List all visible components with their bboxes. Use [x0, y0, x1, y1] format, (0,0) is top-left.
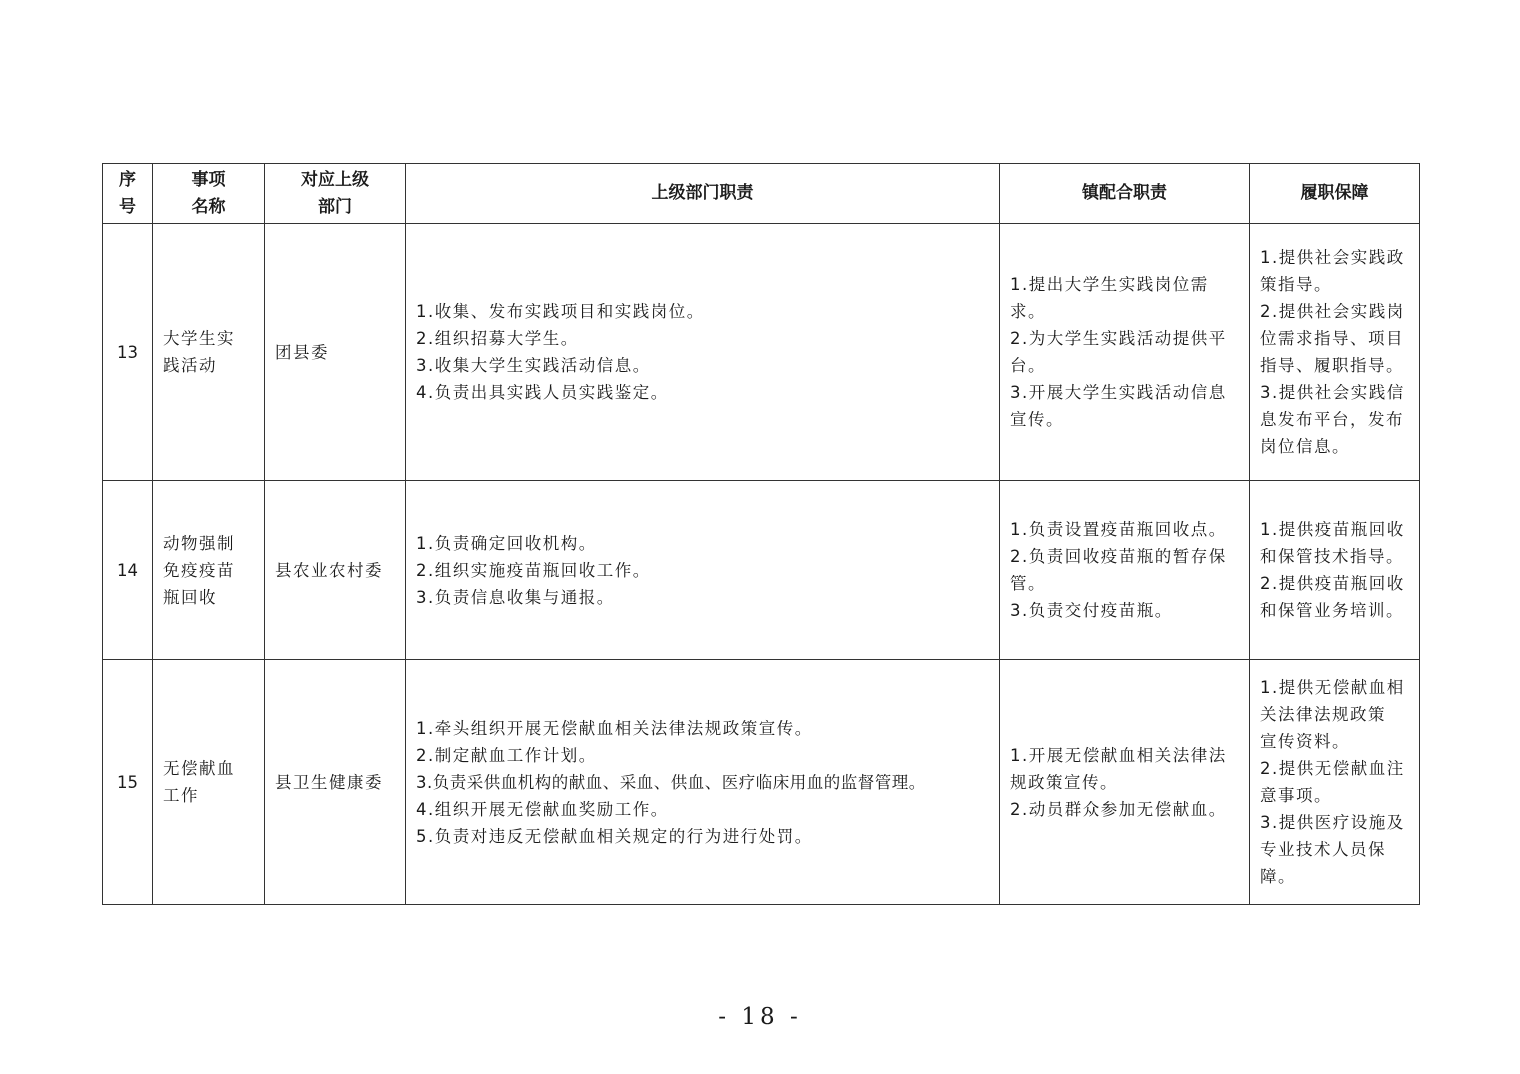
- guarantee-line: 2.提供疫苗瓶回收: [1260, 574, 1405, 593]
- row-guarantee: [1250, 660, 1420, 905]
- upper-duty-line: 4.组织开展无偿献血奖励工作。: [416, 799, 669, 819]
- row-item-line: 工作: [163, 786, 199, 805]
- guarantee-line: 岗位信息。: [1260, 437, 1350, 456]
- guarantee-line: 1.提供社会实践政: [1260, 248, 1405, 267]
- upper-duty-line: 1.收集、发布实践项目和实践岗位。: [416, 302, 705, 321]
- guarantee-line: 障。: [1260, 867, 1296, 886]
- header-item: [153, 164, 265, 224]
- upper-duty-line: 2.制定献血工作计划。: [416, 745, 597, 765]
- header-item-line: 名称: [191, 196, 226, 217]
- guarantee-line: 宣传资料。: [1260, 732, 1350, 751]
- upper-duty-line: 5.负责对违反无偿献血相关规定的行为进行处罚。: [416, 826, 813, 846]
- header-dept: [265, 164, 406, 224]
- row-item: [153, 660, 265, 905]
- row-item-line: 无偿献血: [163, 759, 235, 778]
- table-header-row: [103, 164, 1420, 224]
- row-item: [153, 224, 265, 481]
- row-dept: 团县委: [265, 224, 406, 481]
- guarantee-line: 3.提供医疗设施及: [1260, 813, 1405, 832]
- guarantee-line: 2.提供无偿献血注: [1260, 759, 1405, 778]
- guarantee-line: 1.提供无偿献血相: [1260, 678, 1405, 697]
- guarantee-line: 和保管技术指导。: [1260, 547, 1404, 566]
- guarantee-line: 2.提供社会实践岗: [1260, 302, 1405, 321]
- town-duty-line: 宣传。: [1010, 410, 1064, 429]
- row-no: 15: [103, 660, 153, 905]
- town-duty-line: 3.开展大学生实践活动信息: [1010, 383, 1227, 402]
- row-guarantee: [1250, 224, 1420, 481]
- guarantee-line: 息发布平台，发布: [1260, 410, 1404, 429]
- row-item: [153, 481, 265, 660]
- town-duty-line: 1.提出大学生实践岗位需: [1010, 275, 1209, 294]
- town-duty-line: 2.动员群众参加无偿献血。: [1010, 799, 1227, 819]
- town-duty-line: 1.负责设置疫苗瓶回收点。: [1010, 520, 1227, 539]
- header-guarantee: 履职保障: [1250, 164, 1420, 224]
- guarantee-line: 专业技术人员保: [1260, 840, 1386, 859]
- guarantee-line: 关法律法规政策: [1260, 705, 1386, 724]
- page-number: - 18 -: [718, 1004, 802, 1030]
- table-row: [103, 660, 1420, 905]
- guarantee-line: 位需求指导、项目: [1260, 329, 1404, 348]
- town-duty-line: 3.负责交付疫苗瓶。: [1010, 601, 1173, 620]
- row-item-line: 免疫疫苗: [163, 560, 235, 580]
- row-item-line: 瓶回收: [163, 587, 217, 607]
- row-dept: 县农业农村委: [265, 481, 406, 660]
- header-item-line: 事项: [191, 169, 226, 190]
- guarantee-line: 和保管业务培训。: [1260, 601, 1404, 620]
- guarantee-line: 3.提供社会实践信: [1260, 383, 1405, 402]
- town-duty-line: 2.为大学生实践活动提供平: [1010, 329, 1227, 348]
- header-town-duties: 镇配合职责: [1000, 164, 1250, 224]
- town-duty-line: 规政策宣传。: [1010, 772, 1118, 792]
- table-row: [103, 481, 1420, 660]
- row-upper-duties: [406, 481, 1000, 660]
- upper-duty-line: 3.负责采供血机构的献血、采血、供血、医疗临床用血的监督管理。: [416, 772, 926, 792]
- guarantee-line: 1.提供疫苗瓶回收: [1260, 520, 1405, 539]
- upper-duty-line: 3.负责信息收集与通报。: [416, 587, 615, 607]
- guarantee-line: 意事项。: [1260, 786, 1332, 805]
- upper-duty-line: 1.负责确定回收机构。: [416, 533, 597, 553]
- town-duty-line: 1.开展无偿献血相关法律法: [1010, 745, 1227, 765]
- row-town-duties: [1000, 481, 1250, 660]
- row-town-duties: [1000, 660, 1250, 905]
- row-item-line: 大学生实: [163, 329, 235, 348]
- table-row: [103, 224, 1420, 481]
- guarantee-line: 策指导。: [1260, 275, 1332, 294]
- row-no: 13: [103, 224, 153, 481]
- town-duty-line: 台。: [1010, 356, 1046, 375]
- upper-duty-line: 3.收集大学生实践活动信息。: [416, 356, 651, 375]
- header-no-line: 序: [119, 169, 136, 190]
- upper-duty-line: 4.负责出具实践人员实践鉴定。: [416, 383, 669, 402]
- row-item-line: 践活动: [163, 356, 217, 375]
- header-no: [103, 164, 153, 224]
- header-no-line: 号: [119, 196, 136, 217]
- upper-duty-line: 2.组织实施疫苗瓶回收工作。: [416, 560, 651, 580]
- guarantee-line: 指导、履职指导。: [1260, 356, 1404, 375]
- header-upper-duties: 上级部门职责: [406, 164, 1000, 224]
- row-no: 14: [103, 481, 153, 660]
- town-duty-line: 求。: [1010, 302, 1046, 321]
- row-town-duties: [1000, 224, 1250, 481]
- row-guarantee: [1250, 481, 1420, 660]
- row-item-line: 动物强制: [163, 533, 235, 553]
- upper-duty-line: 1.牵头组织开展无偿献血相关法律法规政策宣传。: [416, 718, 813, 738]
- header-dept-line: 部门: [318, 196, 352, 217]
- header-dept-line: 对应上级: [301, 169, 369, 190]
- town-duty-line: 管。: [1010, 574, 1046, 593]
- row-upper-duties: [406, 224, 1000, 481]
- duties-table: [102, 163, 1420, 905]
- upper-duty-line: 2.组织招募大学生。: [416, 329, 579, 348]
- town-duty-line: 2.负责回收疫苗瓶的暂存保: [1010, 547, 1227, 566]
- row-upper-duties: [406, 660, 1000, 905]
- row-dept: 县卫生健康委: [265, 660, 406, 905]
